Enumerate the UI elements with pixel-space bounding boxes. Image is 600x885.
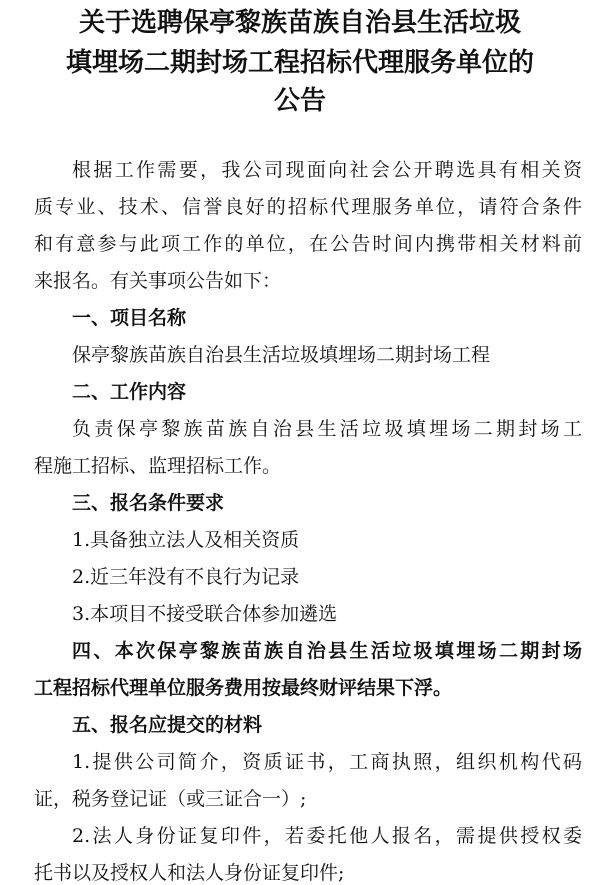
intro-line-3: 和有意参与此项工作的单位，在公告时间内携带相关材料前 xyxy=(34,233,582,255)
intro-line-1: 根据工作需要，我公司现面向社会公开聘选具有相关资 xyxy=(72,159,582,181)
intro-line-4: 来报名。有关事项公告如下： xyxy=(34,270,282,292)
materials-line-4: 托书以及授权人和法人身份证复印件; xyxy=(34,862,345,884)
work-content-line-1: 负责保亭黎族苗族自治县生活垃圾填埋场二期封场工 xyxy=(72,418,582,440)
requirement-item-2: 2.近三年没有不良行为记录 xyxy=(72,566,300,588)
title-line-1: 关于选聘保亭黎族苗族自治县生活垃圾 xyxy=(78,8,521,38)
project-name-text: 保亭黎族苗族自治县生活垃圾填埋场二期封场工程 xyxy=(72,344,491,366)
section-heading-work-content: 二、工作内容 xyxy=(72,381,187,403)
section-heading-project-name: 一、项目名称 xyxy=(72,307,187,329)
section-heading-requirements: 三、报名条件要求 xyxy=(72,492,225,514)
section-heading-materials: 五、报名应提交的材料 xyxy=(72,714,263,736)
materials-line-3: 2.法人身份证复印件，若委托他人报名，需提供授权委 xyxy=(72,825,582,847)
intro-line-2: 质专业、技术、信誉良好的招标代理服务单位，请符合条件 xyxy=(34,196,582,218)
title-line-3: 公告 xyxy=(273,86,326,116)
title-line-2: 填埋场二期封场工程招标代理服务单位的 xyxy=(65,48,534,78)
materials-line-1: 1.提供公司简介，资质证书，工商执照，组织机构代码 xyxy=(72,751,582,773)
work-content-line-2: 程施工招标、监理招标工作。 xyxy=(34,455,282,477)
requirement-item-3: 3.本项目不接受联合体参加遴选 xyxy=(72,603,338,625)
requirement-item-1: 1.具备独立法人及相关资质 xyxy=(72,529,300,551)
section-fee-line-2: 工程招标代理单位服务费用按最终财评结果下浮。 xyxy=(34,677,453,699)
materials-line-2: 证，税务登记证（或三证合一）; xyxy=(34,788,307,810)
section-fee-line-1: 四、本次保亭黎族苗族自治县生活垃圾填埋场二期封场 xyxy=(72,640,582,662)
